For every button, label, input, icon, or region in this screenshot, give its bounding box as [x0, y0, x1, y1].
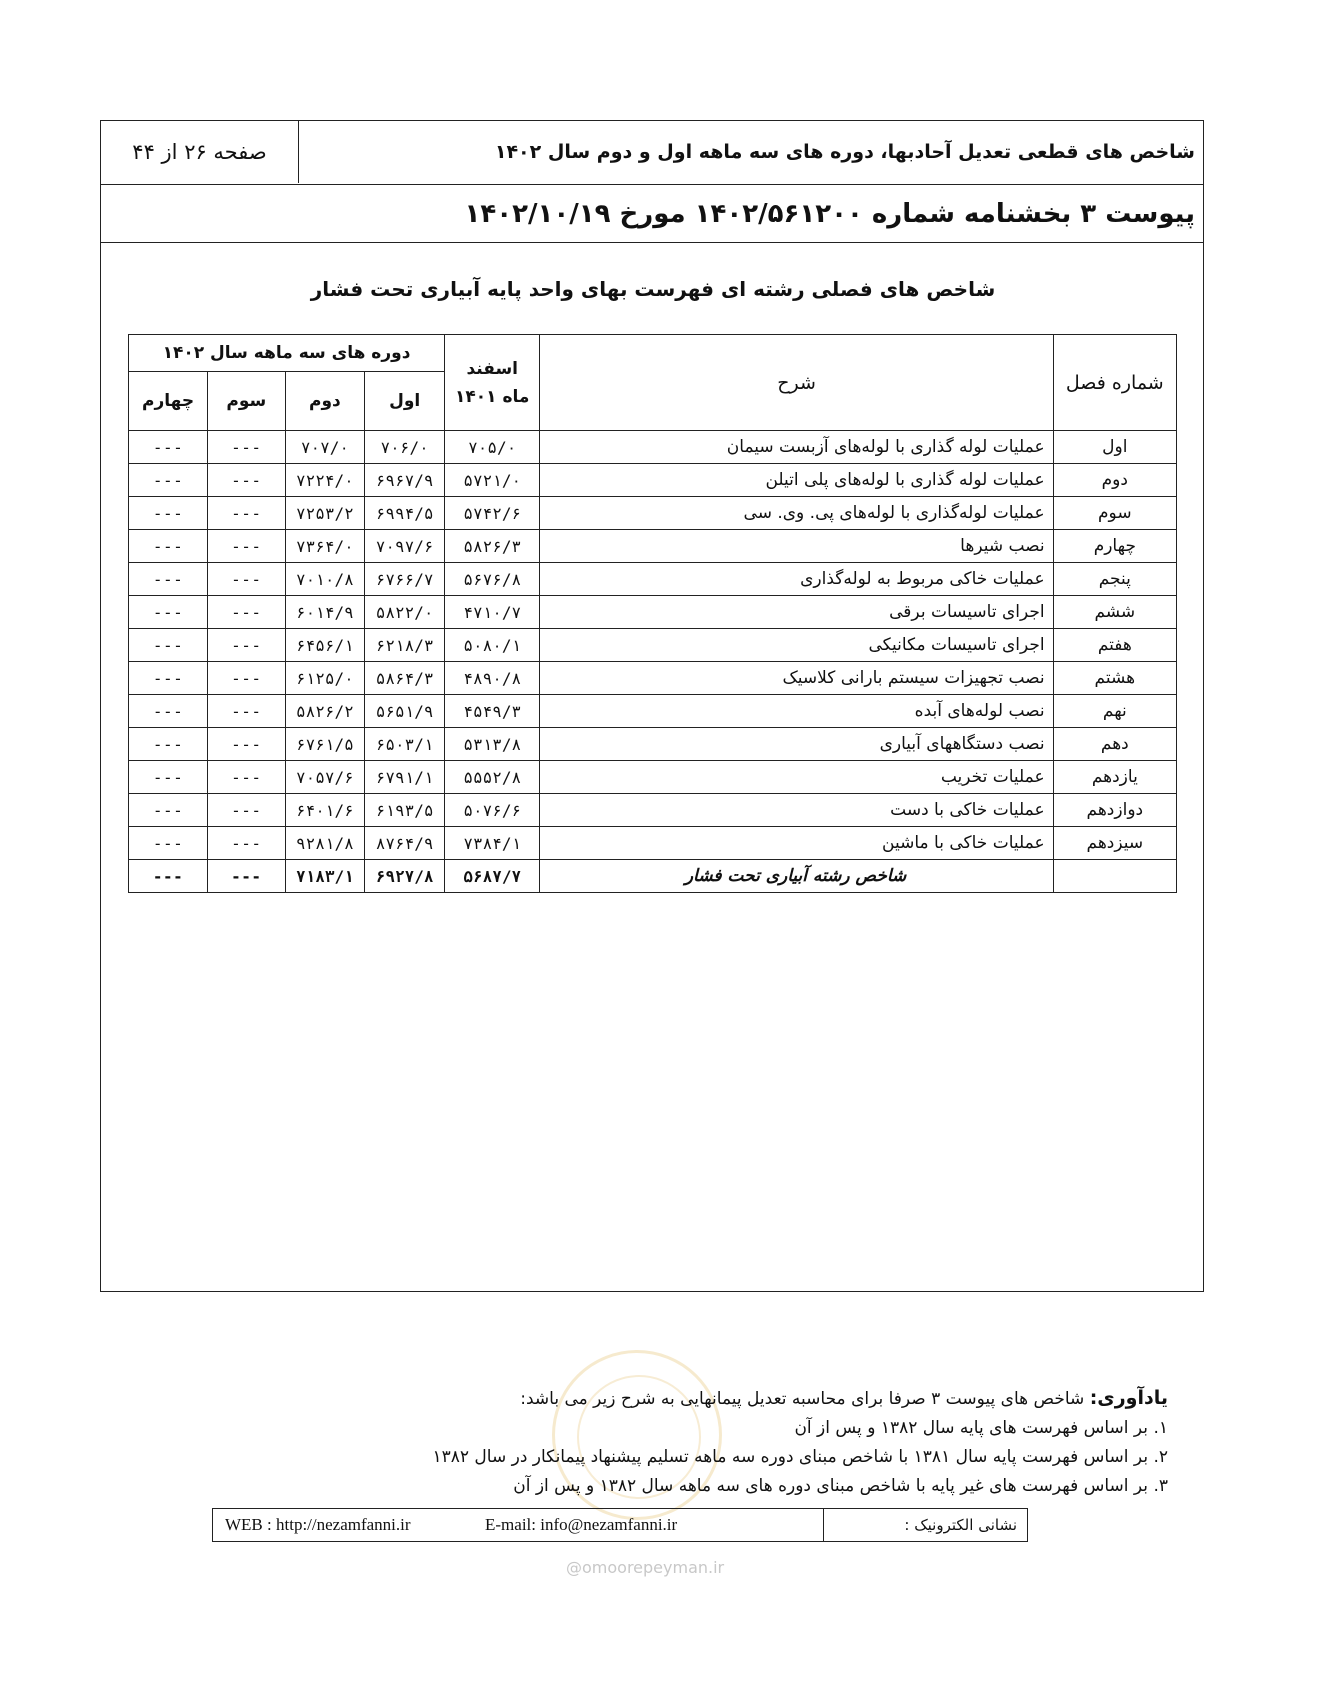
esfand-cell: ۵۸۲۶/۳	[445, 530, 540, 563]
table-row	[129, 596, 1177, 629]
email-link[interactable]: E-mail: info@nezamfanni.ir	[485, 1515, 678, 1534]
q1-cell: ۶۵۰۳/۱	[365, 728, 445, 761]
note-item: ۲. بر اساس فهرست پایه سال ۱۳۸۱ با شاخص مبنای دوره سه ماهه تسلیم پیشنهاد پیمانکار در سال ۱۳۸۲	[432, 1447, 1168, 1467]
q3-cell: ---	[208, 464, 285, 497]
description-cell: عملیات لوله گذاری با لوله‌های پلی اتیلن	[540, 464, 1053, 497]
table-row	[129, 497, 1177, 530]
q2-cell: ۵۸۲۶/۲	[285, 695, 365, 728]
footer-watermark: @omoorepeyman.ir	[566, 1558, 725, 1577]
note-item: ۱. بر اساس فهرست های پایه سال ۱۳۸۲ و پس از آن	[794, 1418, 1168, 1438]
q1-cell: ۸۷۶۴/۹	[365, 827, 445, 860]
table-row	[129, 431, 1177, 464]
description-cell: نصب لوله‌های آبده	[540, 695, 1053, 728]
page-frame	[100, 120, 1204, 1292]
chapter-cell: هشتم	[1053, 662, 1176, 695]
description-cell: نصب شیرها	[540, 530, 1053, 563]
q4-cell: ---	[129, 629, 208, 662]
table-row	[129, 629, 1177, 662]
esfand-cell: ۷۰۵/۰	[445, 431, 540, 464]
chapter-cell: اول	[1053, 431, 1176, 464]
header-chapter: شماره فصل	[1053, 335, 1176, 431]
q2-cell: ۶۴۵۶/۱	[285, 629, 365, 662]
q4-cell: ---	[129, 827, 208, 860]
esfand-cell: ۵۰۸۰/۱	[445, 629, 540, 662]
q2-cell: ۷۳۶۴/۰	[285, 530, 365, 563]
esfand-cell: ۵۵۵۲/۸	[445, 761, 540, 794]
total-q1: ۶۹۲۷/۸	[365, 860, 445, 893]
esfand-cell: ۴۸۹۰/۸	[445, 662, 540, 695]
q4-cell: ---	[129, 728, 208, 761]
description-cell: نصب تجهیزات سیستم بارانی کلاسیک	[540, 662, 1053, 695]
description-cell: عملیات خاکی با دست	[540, 794, 1053, 827]
page-indicator: صفحه ۲۶ از ۴۴	[101, 121, 299, 183]
table-row	[129, 662, 1177, 695]
q2-cell: ۹۲۸۱/۸	[285, 827, 365, 860]
description-cell: عملیات لوله‌گذاری با لوله‌های پی. وی. سی	[540, 497, 1053, 530]
esfand-cell: ۵۷۲۱/۰	[445, 464, 540, 497]
esfand-cell: ۵۶۷۶/۸	[445, 563, 540, 596]
q1-cell: ۷۰۹۷/۶	[365, 530, 445, 563]
q4-cell: ---	[129, 563, 208, 596]
esfand-cell: ۵۰۷۶/۶	[445, 794, 540, 827]
notes-intro: شاخص های پیوست ۳ صرفا برای محاسبه تعدیل پیمانهایی به شرح زیر می باشد:	[520, 1389, 1085, 1409]
chapter-cell: دوازدهم	[1053, 794, 1176, 827]
q3-cell: ---	[208, 662, 285, 695]
chapter-cell: یازدهم	[1053, 761, 1176, 794]
q4-cell: ---	[129, 761, 208, 794]
q2-cell: ۷۰۱۰/۸	[285, 563, 365, 596]
header-q2: دوم	[285, 372, 365, 431]
description-cell: اجرای تاسیسات مکانیکی	[540, 629, 1053, 662]
description-cell: نصب دستگاههای آبیاری	[540, 728, 1053, 761]
q2-cell: ۶۷۶۱/۵	[285, 728, 365, 761]
contact-box	[212, 1508, 1028, 1542]
contact-label: نشانی الکترونیک :	[823, 1509, 1027, 1541]
q3-cell: ---	[208, 596, 285, 629]
q3-cell: ---	[208, 728, 285, 761]
table-row	[129, 794, 1177, 827]
q4-cell: ---	[129, 530, 208, 563]
q1-cell: ۵۶۵۱/۹	[365, 695, 445, 728]
header-esfand: اسفند ماه ۱۴۰۱	[445, 335, 540, 431]
table-row	[129, 827, 1177, 860]
chapter-cell: دهم	[1053, 728, 1176, 761]
chapter-cell: ششم	[1053, 596, 1176, 629]
q4-cell: ---	[129, 596, 208, 629]
table-row	[129, 695, 1177, 728]
q2-cell: ۶۰۱۴/۹	[285, 596, 365, 629]
header-q4: چهارم	[129, 372, 208, 431]
q1-cell: ۶۱۹۳/۵	[365, 794, 445, 827]
q3-cell: ---	[208, 761, 285, 794]
q3-cell: ---	[208, 827, 285, 860]
q4-cell: ---	[129, 464, 208, 497]
reminder-notes	[308, 1384, 1168, 1501]
q2-cell: ۷۲۵۳/۲	[285, 497, 365, 530]
document-title: شاخص های فصلی رشته ای فهرست بهای واحد پایه آبیاری تحت فشار	[310, 277, 996, 301]
q2-cell: ۷۰۷/۰	[285, 431, 365, 464]
chapter-cell: پنجم	[1053, 563, 1176, 596]
q1-cell: ۶۹۶۷/۹	[365, 464, 445, 497]
chapter-cell: دوم	[1053, 464, 1176, 497]
header-q3: سوم	[208, 372, 285, 431]
chapter-cell: چهارم	[1053, 530, 1176, 563]
q1-cell: ۶۹۹۴/۵	[365, 497, 445, 530]
q1-cell: ۵۸۶۴/۳	[365, 662, 445, 695]
q2-cell: ۶۴۰۱/۶	[285, 794, 365, 827]
header-subtitle: پیوست ۳ بخشنامه شماره ۱۴۰۲/۵۶۱۲۰۰ مورخ ۱۴۰۲/۱۰/۱۹	[101, 185, 1203, 243]
q4-cell: ---	[129, 497, 208, 530]
chapter-cell: هفتم	[1053, 629, 1176, 662]
q3-cell: ---	[208, 497, 285, 530]
q1-cell: ۶۷۶۶/۷	[365, 563, 445, 596]
q1-cell: ۷۰۶/۰	[365, 431, 445, 464]
q3-cell: ---	[208, 629, 285, 662]
esfand-cell: ۷۳۸۴/۱	[445, 827, 540, 860]
q1-cell: ۵۸۲۲/۰	[365, 596, 445, 629]
total-esfand: ۵۶۸۷/۷	[445, 860, 540, 893]
note-item: ۳. بر اساس فهرست های غیر پایه با شاخص مبنای دوره های سه ماهه سال ۱۳۸۲ و پس از آن	[513, 1476, 1168, 1496]
q4-cell: ---	[129, 695, 208, 728]
header-row	[101, 121, 1203, 185]
esfand-cell: ۵۳۱۳/۸	[445, 728, 540, 761]
esfand-cell: ۵۷۴۲/۶	[445, 497, 540, 530]
q1-cell: ۶۲۱۸/۳	[365, 629, 445, 662]
total-description: شاخص رشته آبیاری تحت فشار	[540, 860, 1053, 893]
chapter-cell: سوم	[1053, 497, 1176, 530]
table-row	[129, 761, 1177, 794]
header-quarters-group: دوره های سه ماهه سال ۱۴۰۲	[129, 335, 445, 372]
total-q2: ۷۱۸۳/۱	[285, 860, 365, 893]
notes-lead: یادآوری:	[1089, 1387, 1168, 1409]
esfand-cell: ۴۵۴۹/۳	[445, 695, 540, 728]
total-q4: ---	[129, 860, 208, 893]
q2-cell: ۷۲۲۴/۰	[285, 464, 365, 497]
q2-cell: ۷۰۵۷/۶	[285, 761, 365, 794]
description-cell: عملیات لوله گذاری با لوله‌های آزبست سیمان	[540, 431, 1053, 464]
q4-cell: ---	[129, 794, 208, 827]
chapter-cell: سیزدهم	[1053, 827, 1176, 860]
description-cell: عملیات خاکی با ماشین	[540, 827, 1053, 860]
q4-cell: ---	[129, 431, 208, 464]
total-chapter-cell	[1053, 860, 1176, 893]
q3-cell: ---	[208, 695, 285, 728]
q4-cell: ---	[129, 662, 208, 695]
esfand-cell: ۴۷۱۰/۷	[445, 596, 540, 629]
q2-cell: ۶۱۲۵/۰	[285, 662, 365, 695]
table-row	[129, 728, 1177, 761]
q3-cell: ---	[208, 431, 285, 464]
table-row	[129, 530, 1177, 563]
table-row	[129, 563, 1177, 596]
website-link[interactable]: WEB : http://nezamfanni.ir	[225, 1515, 411, 1534]
q3-cell: ---	[208, 794, 285, 827]
chapter-cell: نهم	[1053, 695, 1176, 728]
index-table	[128, 334, 1177, 893]
description-cell: اجرای تاسیسات برقی	[540, 596, 1053, 629]
q3-cell: ---	[208, 563, 285, 596]
total-row	[129, 860, 1177, 893]
description-cell: عملیات تخریب	[540, 761, 1053, 794]
header-q1: اول	[365, 372, 445, 431]
description-cell: عملیات خاکی مربوط به لوله‌گذاری	[540, 563, 1053, 596]
table-row	[129, 464, 1177, 497]
total-q3: ---	[208, 860, 285, 893]
q3-cell: ---	[208, 530, 285, 563]
header-title: شاخص های قطعی تعدیل آحادبها، دوره های سه ماهه اول و دوم سال ۱۴۰۲	[494, 141, 1195, 163]
header-description: شرح	[540, 335, 1053, 431]
notes-intro-line	[308, 1384, 1168, 1414]
q1-cell: ۶۷۹۱/۱	[365, 761, 445, 794]
